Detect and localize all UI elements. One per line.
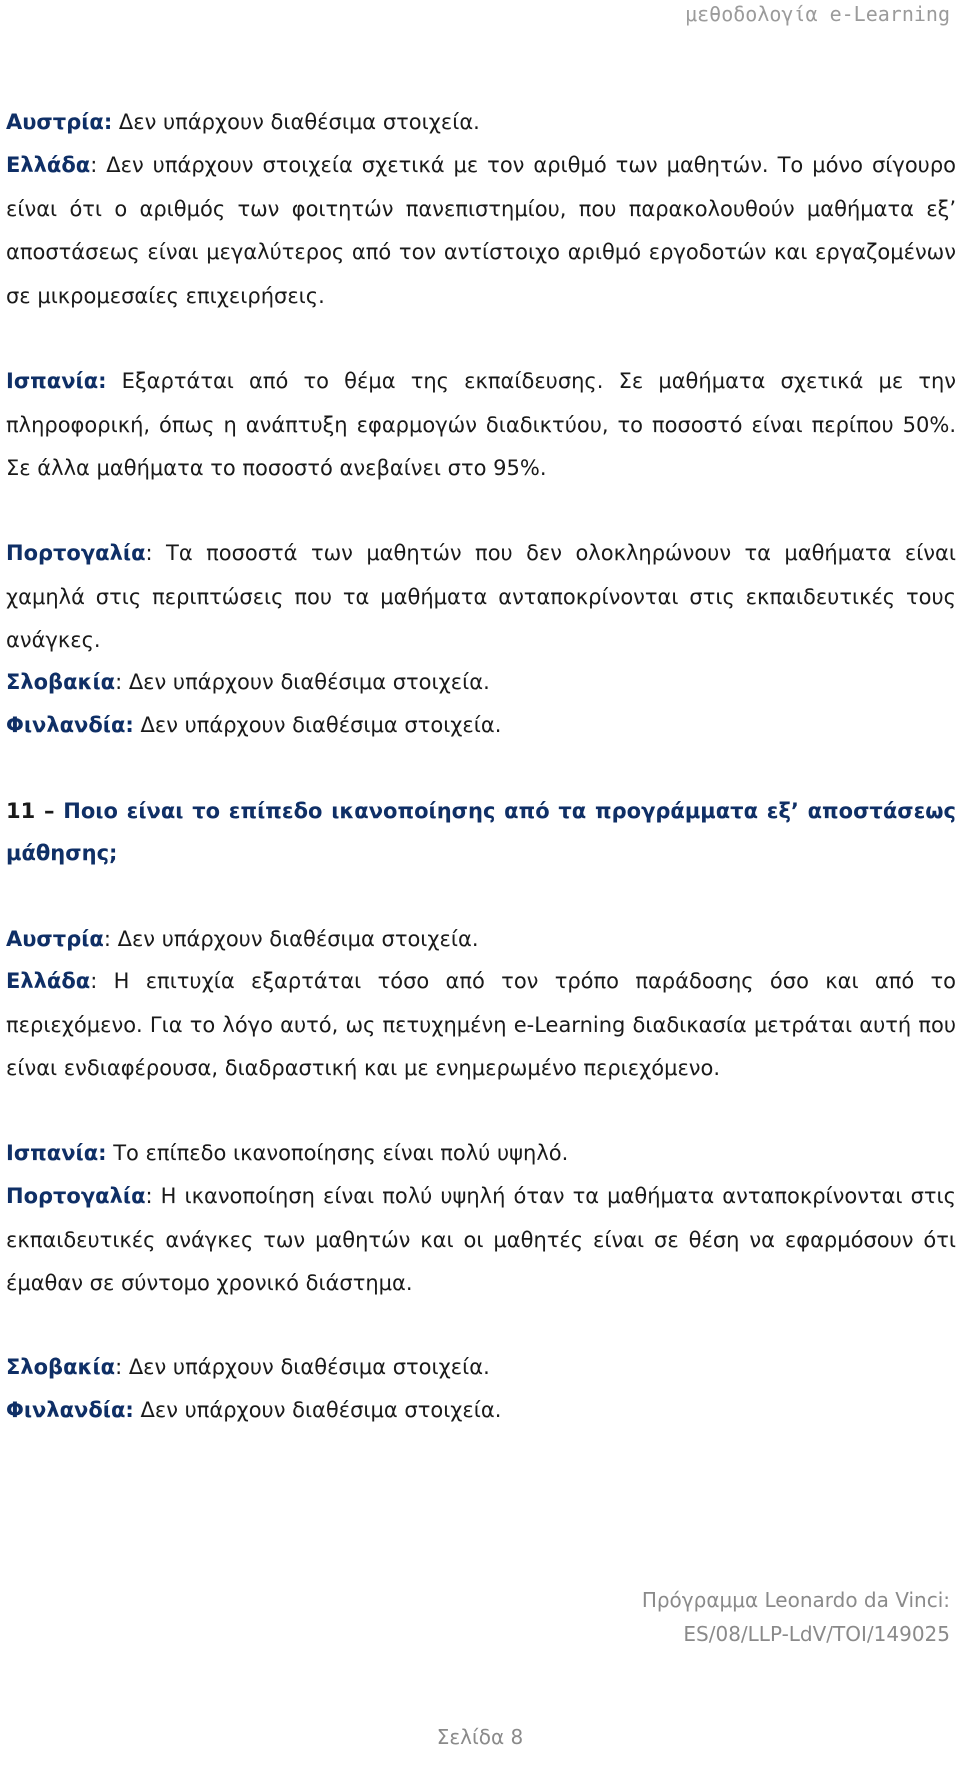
entry-text: Δεν υπάρχουν διαθέσιμα στοιχεία. — [133, 713, 502, 737]
country-label: Πορτογαλία — [6, 1184, 146, 1208]
program-code: ES/08/LLP-LdV/TOI/149025 — [683, 1622, 950, 1646]
entry-text: : Δεν υπάρχουν στοιχεία σχετικά με τον αριθμό των μαθητών. Το μόνο σίγουρο είναι ότι ο αριθμός των φοιτητών πανεπιστημίου, που παρακολουθούν μαθήματα εξ’ αποστάσεως είναι μεγαλύτερος από τον αντίστοιχο αριθμό εργοδοτών και εργαζομένων σε μικρομεσαίες επιχειρήσεις. — [6, 153, 956, 308]
entry-text: : Η ικανοποίηση είναι πολύ υψηλή όταν τα μαθήματα ανταποκρίνονται στις εκπαιδευτικές ανάγκες των μαθητών και οι μαθητές είναι σε θέση να εφαρμόσουν ότι έμαθαν σε σύντομο χρονικό διάστημα. — [6, 1184, 956, 1295]
entry-slovakia-1 — [6, 661, 956, 705]
country-label: Πορτογαλία — [6, 541, 146, 565]
country-label: Σλοβακία — [6, 1355, 116, 1379]
question-text: Ποιο είναι το επίπεδο ικανοποίησης από τα προγράμματα εξ’ αποστάσεως μάθησης; — [6, 799, 956, 865]
country-label: Αυστρία: — [6, 110, 113, 134]
running-header: μεθοδολογία e-Learning — [685, 2, 950, 26]
entry-spain-1 — [6, 360, 956, 491]
program-name: Πρόγραμμα Leonardo da Vinci: — [641, 1588, 950, 1612]
question-number: 11 – — [6, 799, 55, 823]
entry-greece-1 — [6, 144, 956, 318]
entry-text: Δεν υπάρχουν διαθέσιμα στοιχεία. — [112, 110, 480, 134]
country-label: Αυστρία — [6, 927, 104, 951]
program-footer — [642, 1583, 950, 1651]
entry-text: Εξαρτάται από το θέμα της εκπαίδευσης. Σε μαθήματα σχετικά με την πληροφορική, όπως η ανάπτυξη εφαρμογών διαδικτύου, το ποσοστό είναι περίπου 50%. Σε άλλα μαθήματα το ποσοστό ανεβαίνει στο 95%. — [6, 369, 956, 480]
country-label: Ισπανία: — [6, 1141, 107, 1165]
question-heading — [6, 790, 956, 874]
country-label: Ισπανία: — [6, 369, 107, 393]
entry-text: Δεν υπάρχουν διαθέσιμα στοιχεία. — [133, 1398, 502, 1422]
entry-austria-2 — [6, 918, 956, 962]
entry-austria-1 — [6, 101, 956, 145]
entry-slovakia-2 — [6, 1346, 956, 1390]
entry-text: : Η επιτυχία εξαρτάται τόσο από τον τρόπο παράδοσης όσο και από το περιεχόμενο. Για το λόγο αυτό, ως πετυχημένη e-Learning διαδικασία μετράται αυτή που είναι ενδιαφέρουσα, διαδραστική και με ενημερωμένο περιεχόμενο. — [6, 969, 956, 1080]
entry-finland-2 — [6, 1389, 956, 1433]
entry-finland-1 — [6, 704, 956, 748]
entry-text: Το επίπεδο ικανοποίησης είναι πολύ υψηλό. — [106, 1141, 569, 1165]
entry-text: : Δεν υπάρχουν διαθέσιμα στοιχεία. — [103, 927, 479, 951]
country-label: Ελλάδα — [6, 969, 91, 993]
entry-portugal-2 — [6, 1175, 956, 1306]
entry-portugal-1 — [6, 532, 956, 663]
country-label: Ελλάδα — [6, 153, 91, 177]
page-number: Σελίδα 8 — [436, 1725, 524, 1749]
country-label: Φινλανδία: — [6, 713, 134, 737]
entry-text: : Δεν υπάρχουν διαθέσιμα στοιχεία. — [115, 670, 490, 694]
country-label: Φινλανδία: — [6, 1398, 134, 1422]
country-label: Σλοβακία — [6, 670, 116, 694]
entry-text: : Τα ποσοστά των μαθητών που δεν ολοκληρώνουν τα μαθήματα είναι χαμηλά στις περιπτώσεις που τα μαθήματα ανταποκρίνονται στις εκπαιδευτικές τους ανάγκες. — [6, 541, 956, 652]
entry-greece-2 — [6, 960, 956, 1091]
entry-spain-2 — [6, 1132, 956, 1176]
entry-text: : Δεν υπάρχουν διαθέσιμα στοιχεία. — [115, 1355, 490, 1379]
